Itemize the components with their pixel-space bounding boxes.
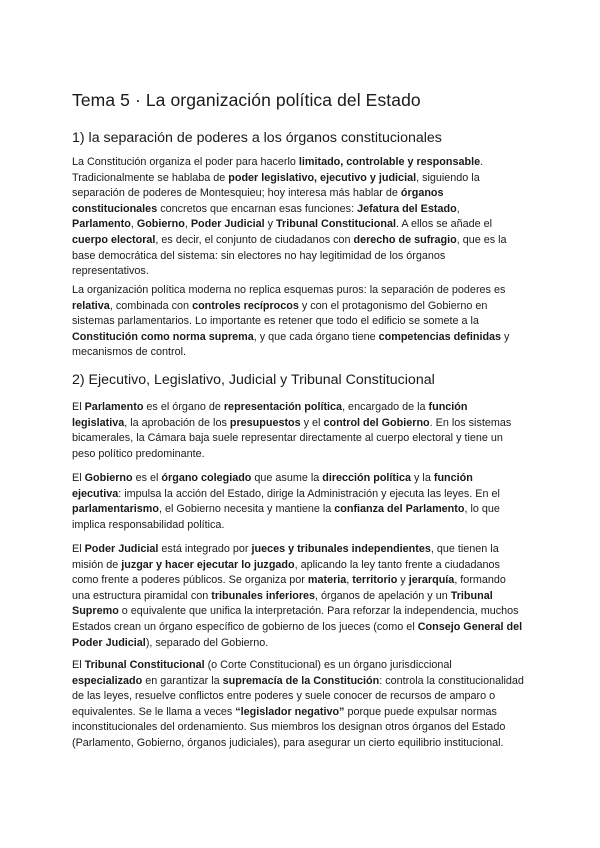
- bold-term: limitado, controlable y responsable: [298, 156, 481, 168]
- text-run: El: [72, 472, 85, 484]
- text-run: , la aprobación de los: [124, 416, 230, 429]
- text-run: , lo que implica responsabilidad política.: [72, 503, 500, 531]
- bold-term: relativa: [72, 299, 110, 312]
- bold-term: control del Gobierno: [323, 416, 430, 429]
- text-run: , aplicando la ley tanto frente a ciudadanos como frente a poderes públicos. Se organiza por: [72, 558, 500, 587]
- text-run: que asume la: [251, 472, 323, 484]
- text-run: y: [264, 218, 277, 231]
- bold-term: Tribunal Supremo: [72, 589, 493, 618]
- bold-term: Parlamento: [84, 401, 144, 413]
- text-run: ), separado del Gobierno.: [145, 636, 269, 649]
- text-run: , y que cada órgano tiene: [253, 330, 379, 343]
- text-run: . Tradicionalmente se hablaba de: [72, 156, 484, 184]
- text-run: , que tienen la misión de: [72, 543, 499, 571]
- bold-term: materia: [307, 574, 347, 587]
- text-run: La organización política moderna no replica esquemas puros: la separación de poderes es: [72, 284, 506, 296]
- text-run: y el: [300, 416, 324, 429]
- paragraph: [72, 471, 524, 533]
- bold-term: Jefatura del Estado: [357, 202, 457, 215]
- paragraph: [72, 658, 524, 752]
- bold-term: Tribunal Constitucional: [276, 218, 396, 231]
- text-run: o equivalente que unifica la interpretación. Para reforzar la independencia, muchos Estados crean un órgano específico de gobierno de los jueces (como el: [72, 605, 519, 633]
- text-run: , siguiendo la separación de poderes de Montesquieu; hoy interesa más hablar de: [72, 171, 480, 200]
- bold-term: Constitución como norma suprema: [72, 330, 254, 343]
- bold-term: territorio: [352, 574, 398, 587]
- text-run: El: [72, 659, 85, 671]
- bold-term: competencias definidas: [378, 330, 502, 343]
- text-run: El: [72, 401, 85, 413]
- bold-term: Tribunal Constitucional: [84, 659, 205, 671]
- text-run: . En los sistemas bicamerales, la Cámara baja suele representar directamente al cuerpo electoral y tiene un peso político predominante.: [72, 416, 512, 460]
- paragraph: [72, 283, 524, 361]
- text-run: es el: [132, 472, 162, 484]
- bold-term: órganos constitucionales: [72, 187, 444, 215]
- bold-term: Gobierno: [84, 472, 133, 484]
- text-run: , combinada con: [109, 299, 193, 312]
- bold-term: presupuestos: [229, 416, 301, 429]
- bold-term: poder legislativo, ejecutivo y judicial: [228, 171, 417, 184]
- paragraph: [72, 400, 524, 462]
- text-run: porque puede expulsar normas inconstitucionales del ordenamiento. Sus miembros los designan otros órganos del Estado (Parlamento, Gobierno, órganos judiciales), para asegurar un cierto equilibrio institucional.: [72, 705, 506, 749]
- text-run: (o Corte Constitucional) es un órgano jurisdiccional: [204, 659, 452, 671]
- bold-term: Gobierno: [136, 218, 185, 231]
- text-run: . A ellos se añade el: [396, 218, 493, 231]
- text-run: ,: [130, 218, 137, 231]
- text-run: , que es la base democrática del sistema: sin electores no hay legitimidad de los órganos representativos.: [72, 233, 507, 278]
- text-run: y la: [411, 472, 434, 484]
- page-title: Tema 5 · La organización política del Estado: [72, 90, 421, 110]
- paragraph: [72, 542, 524, 651]
- text-run: y con el protagonismo del Gobierno en sistemas parlamentarios. Lo importante es retener que todo el edificio se somete a la: [72, 299, 488, 328]
- text-run: El: [72, 543, 85, 555]
- section-heading-2: 2) Ejecutivo, Legislativo, Judicial y Tribunal Constitucional: [72, 372, 435, 388]
- bold-term: controles recíprocos: [192, 299, 299, 312]
- bold-term: dirección política: [322, 472, 412, 484]
- bold-term: jueces y tribunales independientes: [251, 543, 431, 555]
- bold-term: función ejecutiva: [72, 472, 473, 500]
- text-run: , encargado de la: [342, 401, 429, 413]
- text-run: es el órgano de: [143, 401, 224, 413]
- bold-term: parlamentarismo: [72, 503, 160, 516]
- text-run: , órganos de apelación y un: [315, 589, 451, 602]
- bold-term: tribunales inferiores: [211, 589, 316, 602]
- text-run: ,: [346, 574, 353, 587]
- bold-term: órgano colegiado: [161, 472, 252, 484]
- text-run: y: [397, 574, 409, 587]
- text-run: está integrado por: [158, 543, 252, 555]
- text-run: en garantizar la: [142, 674, 223, 687]
- text-run: ,: [456, 202, 460, 215]
- text-run: : controla la constitucionalidad de las leyes, resuelve conflictos entre poderes y suele conocer de recursos de amparo o equivalentes. Se le llama a veces: [72, 674, 524, 718]
- bold-term: Poder Judicial: [190, 218, 265, 231]
- text-run: , el Gobierno necesita y mantiene la: [159, 503, 335, 516]
- paragraph: [72, 155, 524, 280]
- bold-term: función legislativa: [72, 401, 468, 429]
- bold-term: “legislador negativo”: [235, 705, 345, 718]
- bold-term: Parlamento: [72, 218, 131, 231]
- section-heading-1: 1) la separación de poderes a los órganos constitucionales: [72, 130, 442, 146]
- bold-term: derecho de sufragio: [353, 233, 457, 246]
- bold-term: Consejo General del Poder Judicial: [72, 620, 523, 649]
- text-run: y mecanismos de control.: [72, 330, 510, 359]
- bold-term: jerarquía: [408, 574, 455, 587]
- bold-term: confianza del Parlamento: [334, 503, 465, 516]
- text-run: La Constitución organiza el poder para hacerlo: [72, 156, 299, 168]
- text-run: ,: [184, 218, 191, 231]
- bold-term: representación política: [223, 401, 343, 413]
- bold-term: especializado: [72, 674, 143, 687]
- text-run: , es decir, el conjunto de ciudadanos con: [155, 233, 354, 246]
- bold-term: cuerpo electoral: [72, 233, 156, 246]
- text-run: concretos que encarnan esas funciones:: [157, 202, 358, 215]
- bold-term: Poder Judicial: [84, 543, 159, 555]
- bold-term: juzgar y hacer ejecutar lo juzgado: [121, 558, 295, 571]
- bold-term: supremacía de la Constitución: [222, 674, 380, 687]
- text-run: : impulsa la acción del Estado, dirige la Administración y ejecuta las leyes. En el: [118, 487, 500, 500]
- text-run: , formando una estructura piramidal con: [72, 574, 506, 602]
